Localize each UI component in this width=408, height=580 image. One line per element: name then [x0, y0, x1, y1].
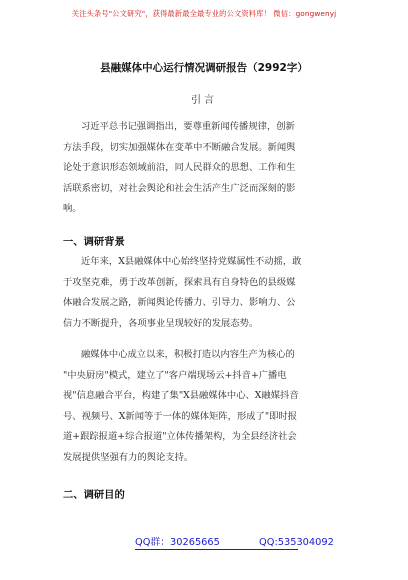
- header-banner: 关注头条号"公文研究"，获得最新最全最专业的公文资料库！ 微信：gongwenyj: [71, 9, 337, 18]
- section-heading-purpose: 二、调研目的: [63, 489, 125, 501]
- footer-divider: [135, 549, 298, 550]
- paragraph-line: 近年来，X县融媒体中心始终坚持党媒属性不动摇，敢: [81, 256, 302, 267]
- intro-label: 引言: [191, 95, 217, 106]
- paragraph-line: 道+跟踪报道+综合报道"立体传播架构，为全县经济社会: [63, 431, 297, 442]
- footer-contact: [135, 534, 334, 548]
- paragraph-line: 体融合发展之路，新闻舆论传播力、引导力、影响力、公: [63, 297, 296, 308]
- paragraph-line: 响。: [63, 203, 82, 214]
- paragraph-line: 方法手段，切实加强媒体在变革中不断融合发展。新闻舆: [63, 141, 296, 153]
- paragraph-line: 习近平总书记强调指出，要尊重新闻传播规律，创新: [81, 121, 295, 132]
- paragraph-line: 于攻坚克难，勇于改革创新，探索具有自身特色的县级媒: [63, 276, 296, 288]
- background-paragraph-1: [63, 252, 371, 334]
- paragraph-line: 融媒体中心成立以来，积极打造以内容生产为核心的: [81, 349, 295, 360]
- paragraph-line: 视"信息融合平台，构建了集"X县融媒体中心、X融媒抖音: [63, 390, 299, 401]
- intro-paragraph: [63, 117, 371, 220]
- document-title: 县融媒体中心运行情况调研报告（2992字）: [100, 62, 308, 74]
- paragraph-line: 号、视频号、X新闻等于一体的媒体矩阵，形成了"即时报: [63, 410, 298, 422]
- section-heading-background: 一、调研背景: [63, 236, 125, 248]
- footer-qq-group: QQ群：30265665: [135, 537, 220, 548]
- paragraph-line: 活联系密切，对社会舆论和社会生活产生广泛而深刻的影: [63, 182, 296, 194]
- paragraph-line: 论处于意识形态领域前沿，同人民群众的思想、工作和生: [63, 162, 296, 173]
- background-paragraph-2: [63, 345, 371, 468]
- paragraph-line: 信力不断提升，各项事业呈现较好的发展态势。: [63, 317, 259, 329]
- paragraph-line: "中央厨房"模式，建立了"客户端现场云+抖音+广播电: [63, 369, 287, 381]
- paragraph-line: 发展提供坚强有力的舆论支持。: [63, 451, 194, 463]
- footer-qq-number: QQ:535304092: [259, 537, 334, 548]
